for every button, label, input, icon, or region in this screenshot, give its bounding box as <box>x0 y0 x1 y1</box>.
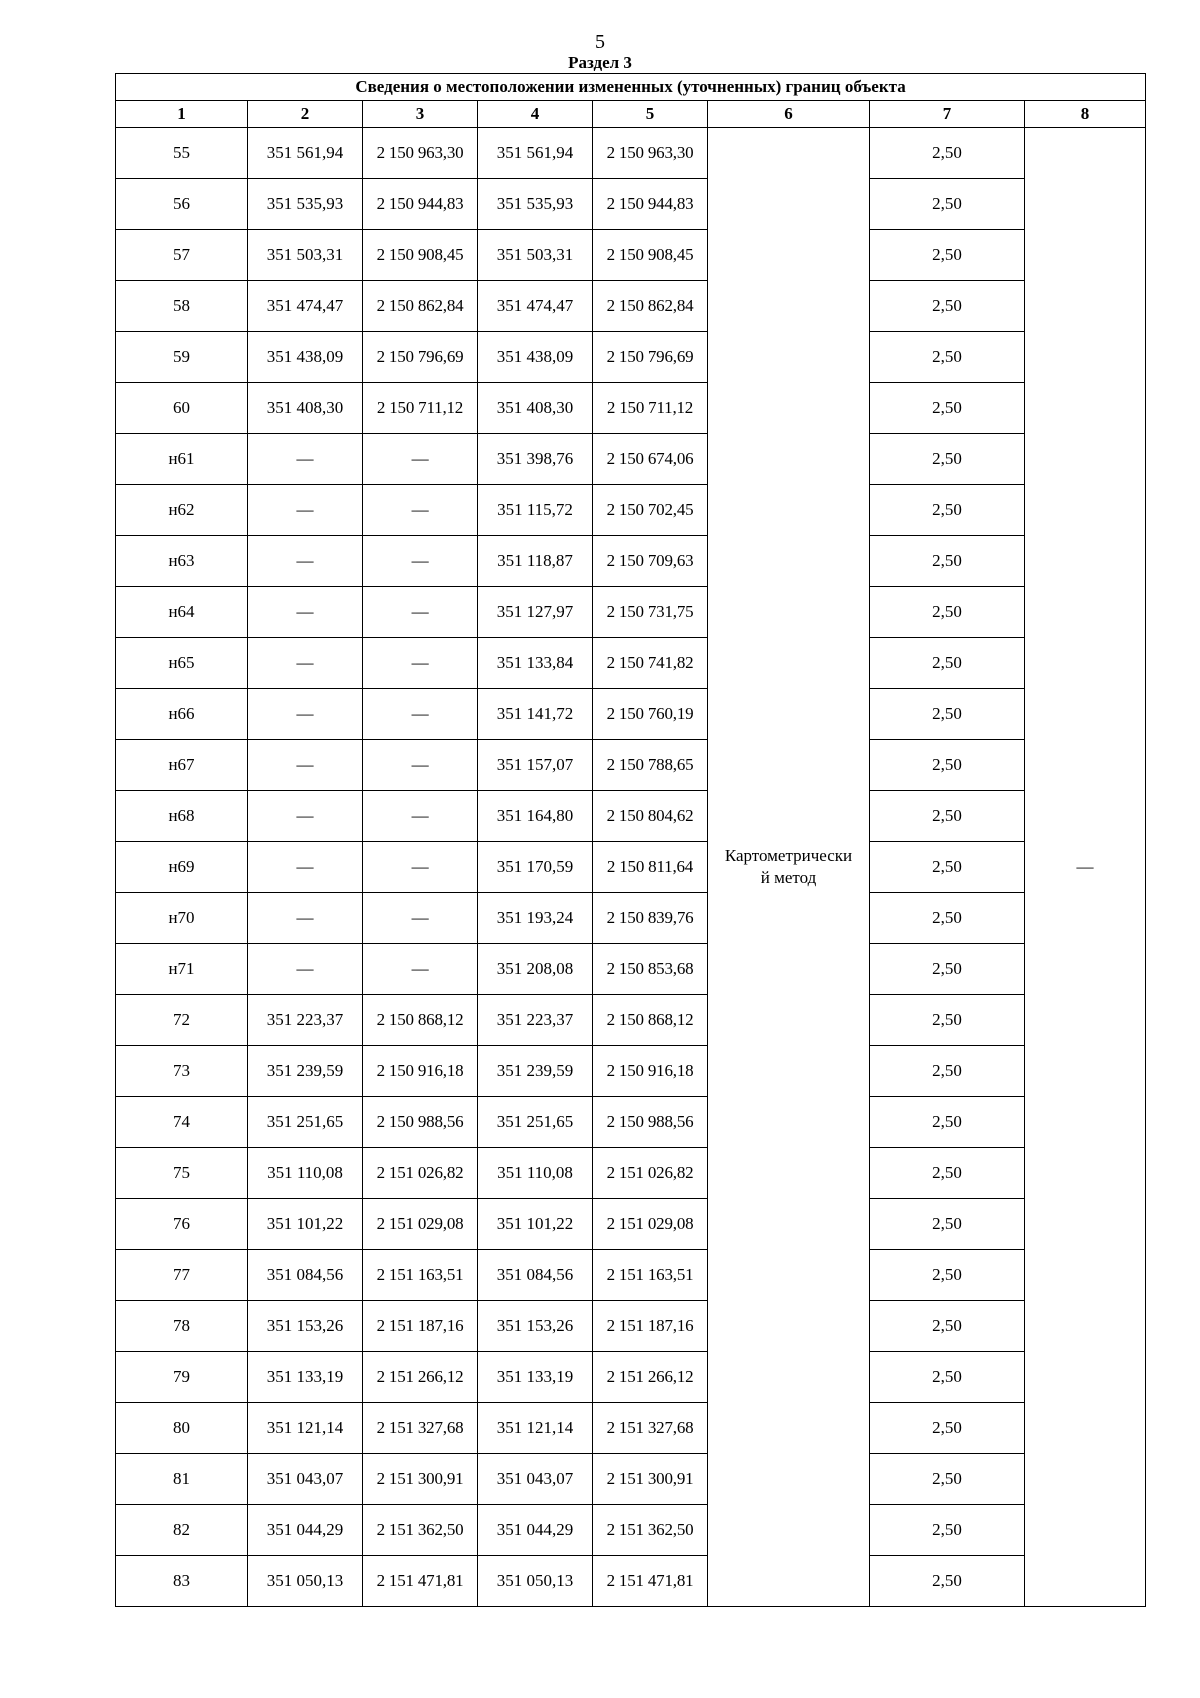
new-y-cell: 2 150 741,82 <box>593 638 708 689</box>
new-y-cell: 2 150 804,62 <box>593 791 708 842</box>
new-y-cell: 2 150 916,18 <box>593 1046 708 1097</box>
existing-y-cell: 2 150 944,83 <box>363 179 478 230</box>
point-number-cell: 83 <box>116 1556 248 1607</box>
existing-y-cell: 2 150 963,30 <box>363 128 478 179</box>
existing-x-cell: 351 153,26 <box>248 1301 363 1352</box>
new-y-cell: 2 150 796,69 <box>593 332 708 383</box>
accuracy-cell: 2,50 <box>870 1301 1025 1352</box>
existing-x-cell: — <box>248 587 363 638</box>
accuracy-cell: 2,50 <box>870 281 1025 332</box>
table-row <box>116 689 1146 740</box>
new-x-cell: 351 044,29 <box>478 1505 593 1556</box>
point-number-cell: 75 <box>116 1148 248 1199</box>
existing-x-cell: — <box>248 740 363 791</box>
table-row <box>116 281 1146 332</box>
table-caption: Сведения о местоположении измененных (уточненных) границ объекта <box>116 74 1146 101</box>
accuracy-cell: 2,50 <box>870 1403 1025 1454</box>
existing-y-cell: — <box>363 842 478 893</box>
table-row <box>116 1148 1146 1199</box>
point-number-cell: н64 <box>116 587 248 638</box>
point-number-cell: 74 <box>116 1097 248 1148</box>
accuracy-cell: 2,50 <box>870 587 1025 638</box>
table-row <box>116 485 1146 536</box>
new-y-cell: 2 150 702,45 <box>593 485 708 536</box>
accuracy-cell: 2,50 <box>870 1250 1025 1301</box>
existing-y-cell: 2 151 300,91 <box>363 1454 478 1505</box>
existing-y-cell: — <box>363 944 478 995</box>
table-row <box>116 434 1146 485</box>
existing-x-cell: — <box>248 689 363 740</box>
table-row <box>116 740 1146 791</box>
existing-x-cell: — <box>248 536 363 587</box>
existing-x-cell: 351 251,65 <box>248 1097 363 1148</box>
table-row <box>116 230 1146 281</box>
new-x-cell: 351 115,72 <box>478 485 593 536</box>
existing-y-cell: 2 150 868,12 <box>363 995 478 1046</box>
column-number: 2 <box>248 101 363 128</box>
new-y-cell: 2 150 944,83 <box>593 179 708 230</box>
existing-x-cell: — <box>248 638 363 689</box>
existing-x-cell: 351 101,22 <box>248 1199 363 1250</box>
point-number-cell: 55 <box>116 128 248 179</box>
existing-y-cell: — <box>363 638 478 689</box>
new-y-cell: 2 150 760,19 <box>593 689 708 740</box>
existing-x-cell: 351 408,30 <box>248 383 363 434</box>
table-row <box>116 1250 1146 1301</box>
existing-x-cell: 351 044,29 <box>248 1505 363 1556</box>
new-x-cell: 351 153,26 <box>478 1301 593 1352</box>
new-y-cell: 2 151 026,82 <box>593 1148 708 1199</box>
column-number-row <box>116 101 1146 128</box>
table-row <box>116 1505 1146 1556</box>
table-row <box>116 383 1146 434</box>
point-number-cell: 82 <box>116 1505 248 1556</box>
new-x-cell: 351 408,30 <box>478 383 593 434</box>
new-y-cell: 2 150 853,68 <box>593 944 708 995</box>
table-row <box>116 1352 1146 1403</box>
table-row <box>116 995 1146 1046</box>
point-number-cell: н67 <box>116 740 248 791</box>
new-y-cell: 2 150 709,63 <box>593 536 708 587</box>
existing-x-cell: 351 503,31 <box>248 230 363 281</box>
existing-x-cell: — <box>248 434 363 485</box>
point-number-cell: н69 <box>116 842 248 893</box>
existing-y-cell: 2 151 266,12 <box>363 1352 478 1403</box>
new-x-cell: 351 223,37 <box>478 995 593 1046</box>
new-x-cell: 351 438,09 <box>478 332 593 383</box>
column-number: 3 <box>363 101 478 128</box>
existing-x-cell: 351 050,13 <box>248 1556 363 1607</box>
existing-y-cell: 2 151 029,08 <box>363 1199 478 1250</box>
new-x-cell: 351 239,59 <box>478 1046 593 1097</box>
existing-y-cell: — <box>363 434 478 485</box>
column8-cell: — <box>1025 128 1146 1607</box>
existing-y-cell: 2 150 988,56 <box>363 1097 478 1148</box>
accuracy-cell: 2,50 <box>870 332 1025 383</box>
new-x-cell: 351 170,59 <box>478 842 593 893</box>
new-y-cell: 2 151 362,50 <box>593 1505 708 1556</box>
point-number-cell: 79 <box>116 1352 248 1403</box>
accuracy-cell: 2,50 <box>870 383 1025 434</box>
accuracy-cell: 2,50 <box>870 230 1025 281</box>
point-number-cell: 81 <box>116 1454 248 1505</box>
accuracy-cell: 2,50 <box>870 434 1025 485</box>
existing-y-cell: 2 151 362,50 <box>363 1505 478 1556</box>
accuracy-cell: 2,50 <box>870 689 1025 740</box>
point-number-cell: 77 <box>116 1250 248 1301</box>
existing-x-cell: 351 121,14 <box>248 1403 363 1454</box>
new-x-cell: 351 474,47 <box>478 281 593 332</box>
existing-x-cell: 351 110,08 <box>248 1148 363 1199</box>
table-row <box>116 1403 1146 1454</box>
new-x-cell: 351 101,22 <box>478 1199 593 1250</box>
column-number: 4 <box>478 101 593 128</box>
existing-y-cell: 2 151 163,51 <box>363 1250 478 1301</box>
existing-y-cell: — <box>363 791 478 842</box>
new-x-cell: 351 043,07 <box>478 1454 593 1505</box>
existing-y-cell: — <box>363 587 478 638</box>
page-number: 5 <box>595 31 605 53</box>
new-x-cell: 351 561,94 <box>478 128 593 179</box>
new-x-cell: 351 050,13 <box>478 1556 593 1607</box>
new-y-cell: 2 150 988,56 <box>593 1097 708 1148</box>
accuracy-cell: 2,50 <box>870 1454 1025 1505</box>
point-number-cell: 57 <box>116 230 248 281</box>
point-number-cell: 58 <box>116 281 248 332</box>
new-y-cell: 2 150 674,06 <box>593 434 708 485</box>
point-number-cell: н70 <box>116 893 248 944</box>
existing-y-cell: 2 150 711,12 <box>363 383 478 434</box>
point-number-cell: н71 <box>116 944 248 995</box>
new-x-cell: 351 084,56 <box>478 1250 593 1301</box>
table-row <box>116 638 1146 689</box>
existing-y-cell: 2 151 327,68 <box>363 1403 478 1454</box>
accuracy-cell: 2,50 <box>870 179 1025 230</box>
new-x-cell: 351 157,07 <box>478 740 593 791</box>
existing-y-cell: 2 150 916,18 <box>363 1046 478 1097</box>
accuracy-cell: 2,50 <box>870 1556 1025 1607</box>
existing-x-cell: 351 043,07 <box>248 1454 363 1505</box>
point-number-cell: 76 <box>116 1199 248 1250</box>
existing-x-cell: — <box>248 842 363 893</box>
new-y-cell: 2 151 187,16 <box>593 1301 708 1352</box>
table-body <box>116 128 1146 1607</box>
accuracy-cell: 2,50 <box>870 944 1025 995</box>
table-row <box>116 332 1146 383</box>
new-y-cell: 2 150 731,75 <box>593 587 708 638</box>
new-y-cell: 2 150 868,12 <box>593 995 708 1046</box>
point-number-cell: 59 <box>116 332 248 383</box>
existing-y-cell: 2 151 026,82 <box>363 1148 478 1199</box>
new-y-cell: 2 151 327,68 <box>593 1403 708 1454</box>
accuracy-cell: 2,50 <box>870 995 1025 1046</box>
table-row <box>116 1454 1146 1505</box>
table-row <box>116 893 1146 944</box>
accuracy-cell: 2,50 <box>870 485 1025 536</box>
new-x-cell: 351 208,08 <box>478 944 593 995</box>
boundary-coordinates-table <box>115 73 1146 1607</box>
method-line: Картометрически <box>724 846 853 865</box>
table-row <box>116 1046 1146 1097</box>
accuracy-cell: 2,50 <box>870 536 1025 587</box>
existing-x-cell: — <box>248 791 363 842</box>
new-x-cell: 351 127,97 <box>478 587 593 638</box>
column-number: 6 <box>708 101 870 128</box>
new-y-cell: 2 150 788,65 <box>593 740 708 791</box>
existing-x-cell: 351 474,47 <box>248 281 363 332</box>
existing-y-cell: — <box>363 689 478 740</box>
accuracy-cell: 2,50 <box>870 842 1025 893</box>
existing-y-cell: 2 151 471,81 <box>363 1556 478 1607</box>
table-row <box>116 791 1146 842</box>
new-x-cell: 351 121,14 <box>478 1403 593 1454</box>
existing-x-cell: 351 133,19 <box>248 1352 363 1403</box>
accuracy-cell: 2,50 <box>870 128 1025 179</box>
point-number-cell: 56 <box>116 179 248 230</box>
new-x-cell: 351 251,65 <box>478 1097 593 1148</box>
new-y-cell: 2 150 811,64 <box>593 842 708 893</box>
table-row <box>116 1097 1146 1148</box>
existing-y-cell: 2 151 187,16 <box>363 1301 478 1352</box>
new-x-cell: 351 193,24 <box>478 893 593 944</box>
point-number-cell: 78 <box>116 1301 248 1352</box>
existing-x-cell: 351 438,09 <box>248 332 363 383</box>
existing-y-cell: 2 150 862,84 <box>363 281 478 332</box>
point-number-cell: н62 <box>116 485 248 536</box>
table-row <box>116 128 1146 179</box>
new-x-cell: 351 503,31 <box>478 230 593 281</box>
column-number: 7 <box>870 101 1025 128</box>
new-x-cell: 351 133,84 <box>478 638 593 689</box>
point-number-cell: 72 <box>116 995 248 1046</box>
new-x-cell: 351 133,19 <box>478 1352 593 1403</box>
new-x-cell: 351 118,87 <box>478 536 593 587</box>
method-cell <box>708 128 870 1607</box>
point-number-cell: 60 <box>116 383 248 434</box>
point-number-cell: н63 <box>116 536 248 587</box>
accuracy-cell: 2,50 <box>870 740 1025 791</box>
existing-y-cell: — <box>363 740 478 791</box>
method-line: й метод <box>760 868 817 887</box>
existing-y-cell: — <box>363 536 478 587</box>
point-number-cell: 73 <box>116 1046 248 1097</box>
table-row <box>116 1556 1146 1607</box>
accuracy-cell: 2,50 <box>870 638 1025 689</box>
new-y-cell: 2 150 862,84 <box>593 281 708 332</box>
accuracy-cell: 2,50 <box>870 1148 1025 1199</box>
point-number-cell: н66 <box>116 689 248 740</box>
new-x-cell: 351 535,93 <box>478 179 593 230</box>
accuracy-cell: 2,50 <box>870 791 1025 842</box>
column-number: 5 <box>593 101 708 128</box>
new-y-cell: 2 151 266,12 <box>593 1352 708 1403</box>
accuracy-cell: 2,50 <box>870 1199 1025 1250</box>
point-number-cell: 80 <box>116 1403 248 1454</box>
new-x-cell: 351 398,76 <box>478 434 593 485</box>
existing-y-cell: 2 150 908,45 <box>363 230 478 281</box>
existing-x-cell: 351 561,94 <box>248 128 363 179</box>
accuracy-cell: 2,50 <box>870 1352 1025 1403</box>
new-x-cell: 351 110,08 <box>478 1148 593 1199</box>
table-row <box>116 536 1146 587</box>
new-y-cell: 2 151 300,91 <box>593 1454 708 1505</box>
table-row <box>116 944 1146 995</box>
column-number: 1 <box>116 101 248 128</box>
new-x-cell: 351 164,80 <box>478 791 593 842</box>
table-row <box>116 1301 1146 1352</box>
accuracy-cell: 2,50 <box>870 893 1025 944</box>
table-row <box>116 587 1146 638</box>
point-number-cell: н65 <box>116 638 248 689</box>
new-y-cell: 2 150 963,30 <box>593 128 708 179</box>
table-row <box>116 179 1146 230</box>
new-y-cell: 2 150 908,45 <box>593 230 708 281</box>
existing-x-cell: — <box>248 485 363 536</box>
point-number-cell: н68 <box>116 791 248 842</box>
existing-x-cell: — <box>248 944 363 995</box>
new-x-cell: 351 141,72 <box>478 689 593 740</box>
existing-y-cell: — <box>363 893 478 944</box>
new-y-cell: 2 151 471,81 <box>593 1556 708 1607</box>
accuracy-cell: 2,50 <box>870 1505 1025 1556</box>
existing-x-cell: — <box>248 893 363 944</box>
existing-x-cell: 351 239,59 <box>248 1046 363 1097</box>
column-number: 8 <box>1025 101 1146 128</box>
table-row <box>116 842 1146 893</box>
new-y-cell: 2 151 163,51 <box>593 1250 708 1301</box>
existing-x-cell: 351 223,37 <box>248 995 363 1046</box>
existing-x-cell: 351 084,56 <box>248 1250 363 1301</box>
point-number-cell: н61 <box>116 434 248 485</box>
new-y-cell: 2 150 711,12 <box>593 383 708 434</box>
new-y-cell: 2 150 839,76 <box>593 893 708 944</box>
existing-y-cell: 2 150 796,69 <box>363 332 478 383</box>
section-title: Раздел 3 <box>568 53 632 72</box>
accuracy-cell: 2,50 <box>870 1046 1025 1097</box>
existing-y-cell: — <box>363 485 478 536</box>
new-y-cell: 2 151 029,08 <box>593 1199 708 1250</box>
accuracy-cell: 2,50 <box>870 1097 1025 1148</box>
existing-x-cell: 351 535,93 <box>248 179 363 230</box>
table-row <box>116 1199 1146 1250</box>
